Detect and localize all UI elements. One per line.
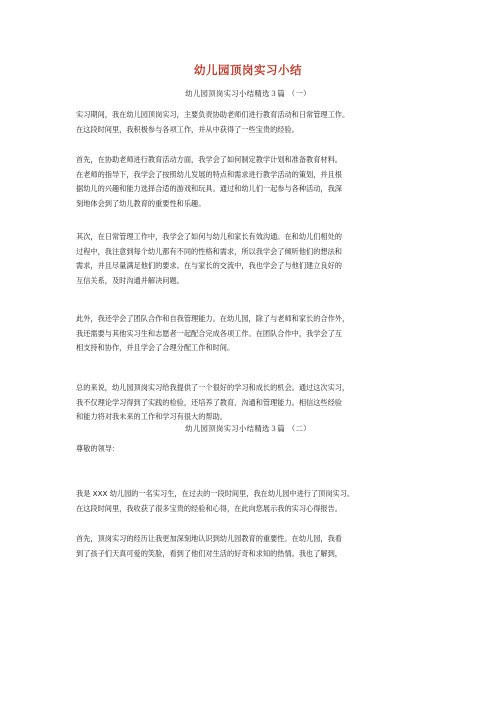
salutation: 尊敬的领导： xyxy=(76,444,120,453)
paragraph-line: 我还需要与其他实习生和志愿者一起配合完成各项工作。在团队合作中，我学会了互 xyxy=(76,328,342,338)
section-heading-2: 幼儿园顶岗实习小结精选３篇 （二） xyxy=(185,424,311,433)
paragraph-line: 我不仅理论学习得到了实践的检验，还培养了教育、沟通和管理能力。相信这些经验 xyxy=(76,397,342,407)
paragraph-line: 到了孩子们天真可爱的笑脸，看到了他们对生活的好奇和求知的热情。我也了解到， xyxy=(76,548,342,558)
paragraph-7 xyxy=(76,487,436,516)
document-title: 幼儿园顶岗实习小结 xyxy=(194,63,302,77)
paragraph-line: 总的来说，幼儿园顶岗实习给我提供了一个很好的学习和成长的机会。通过这次实习， xyxy=(76,383,350,392)
paragraph-line: 刻地体会到了幼儿教育的重要性和乐趣。 xyxy=(76,198,206,208)
paragraph-2 xyxy=(76,153,436,211)
section-heading-1: 幼儿园顶岗实习小结精选３篇 （一） xyxy=(185,89,311,98)
paragraph-line: 我是 XXX 幼儿园的一名实习生，在过去的一段时间里，我在幼儿园中进行了顶岗实习。 xyxy=(76,489,355,498)
paragraph-3 xyxy=(76,230,436,288)
paragraph-line: 相支持和协作，并且学会了合理分配工作和时间。 xyxy=(76,343,235,352)
paragraph-line: 在这段时间里，我积极参与各项工作，并从中获得了一些宝贵的经验。 xyxy=(76,124,299,134)
paragraph-4 xyxy=(76,312,436,356)
paragraph-line: 首先，在协助老师进行教育活动方面，我学会了如何制定教学计划和准备教育材料。 xyxy=(76,155,342,164)
paragraph-line: 据幼儿的兴趣和能力选择合适的游戏和玩具。通过和幼儿们一起参与各种活动，我深 xyxy=(76,184,342,193)
paragraph-line: 实习期间，我在幼儿园顶岗实习，主要负责协助老师们进行教育活动和日常管理工作。 xyxy=(76,110,350,119)
paragraph-line: 其次，在日常管理工作中，我学会了如何与幼儿和家长有效沟通。在和幼儿们相处的 xyxy=(76,232,342,241)
paragraph-line: 此外，我还学会了团队合作和自我管理能力。在幼儿园，除了与老师和家长的合作外， xyxy=(76,314,350,323)
paragraph-5 xyxy=(76,381,436,425)
paragraph-line: 在老师的指导下，我学会了按照幼儿发展的特点和需求进行教学活动的策划，并且根 xyxy=(76,169,342,179)
paragraph-6 xyxy=(76,442,436,457)
paragraph-line: 在这段时间里，我收获了很多宝贵的经验和心得，在此向您展示我的实习心得报告。 xyxy=(76,503,342,513)
paragraph-line: 和能力将对我未来的工作和学习有很大的帮助。 xyxy=(76,412,227,421)
paragraph-line: 互信关系，及时沟通并解决问题。 xyxy=(76,275,184,285)
paragraph-1 xyxy=(76,108,436,137)
paragraph-line: 需求，并且尽量满足他们的要求。在与家长的交流中，我也学会了与他们建立良好的 xyxy=(76,261,342,270)
paragraph-8 xyxy=(76,532,436,561)
paragraph-line: 过程中，我注意到每个幼儿都有不同的性格和需求，所以我学会了倾听他们的想法和 xyxy=(76,246,342,256)
paragraph-line: 首先，顶岗实习的经历让我更加深刻地认识到幼儿园教育的重要性。在幼儿园，我看 xyxy=(76,534,342,543)
